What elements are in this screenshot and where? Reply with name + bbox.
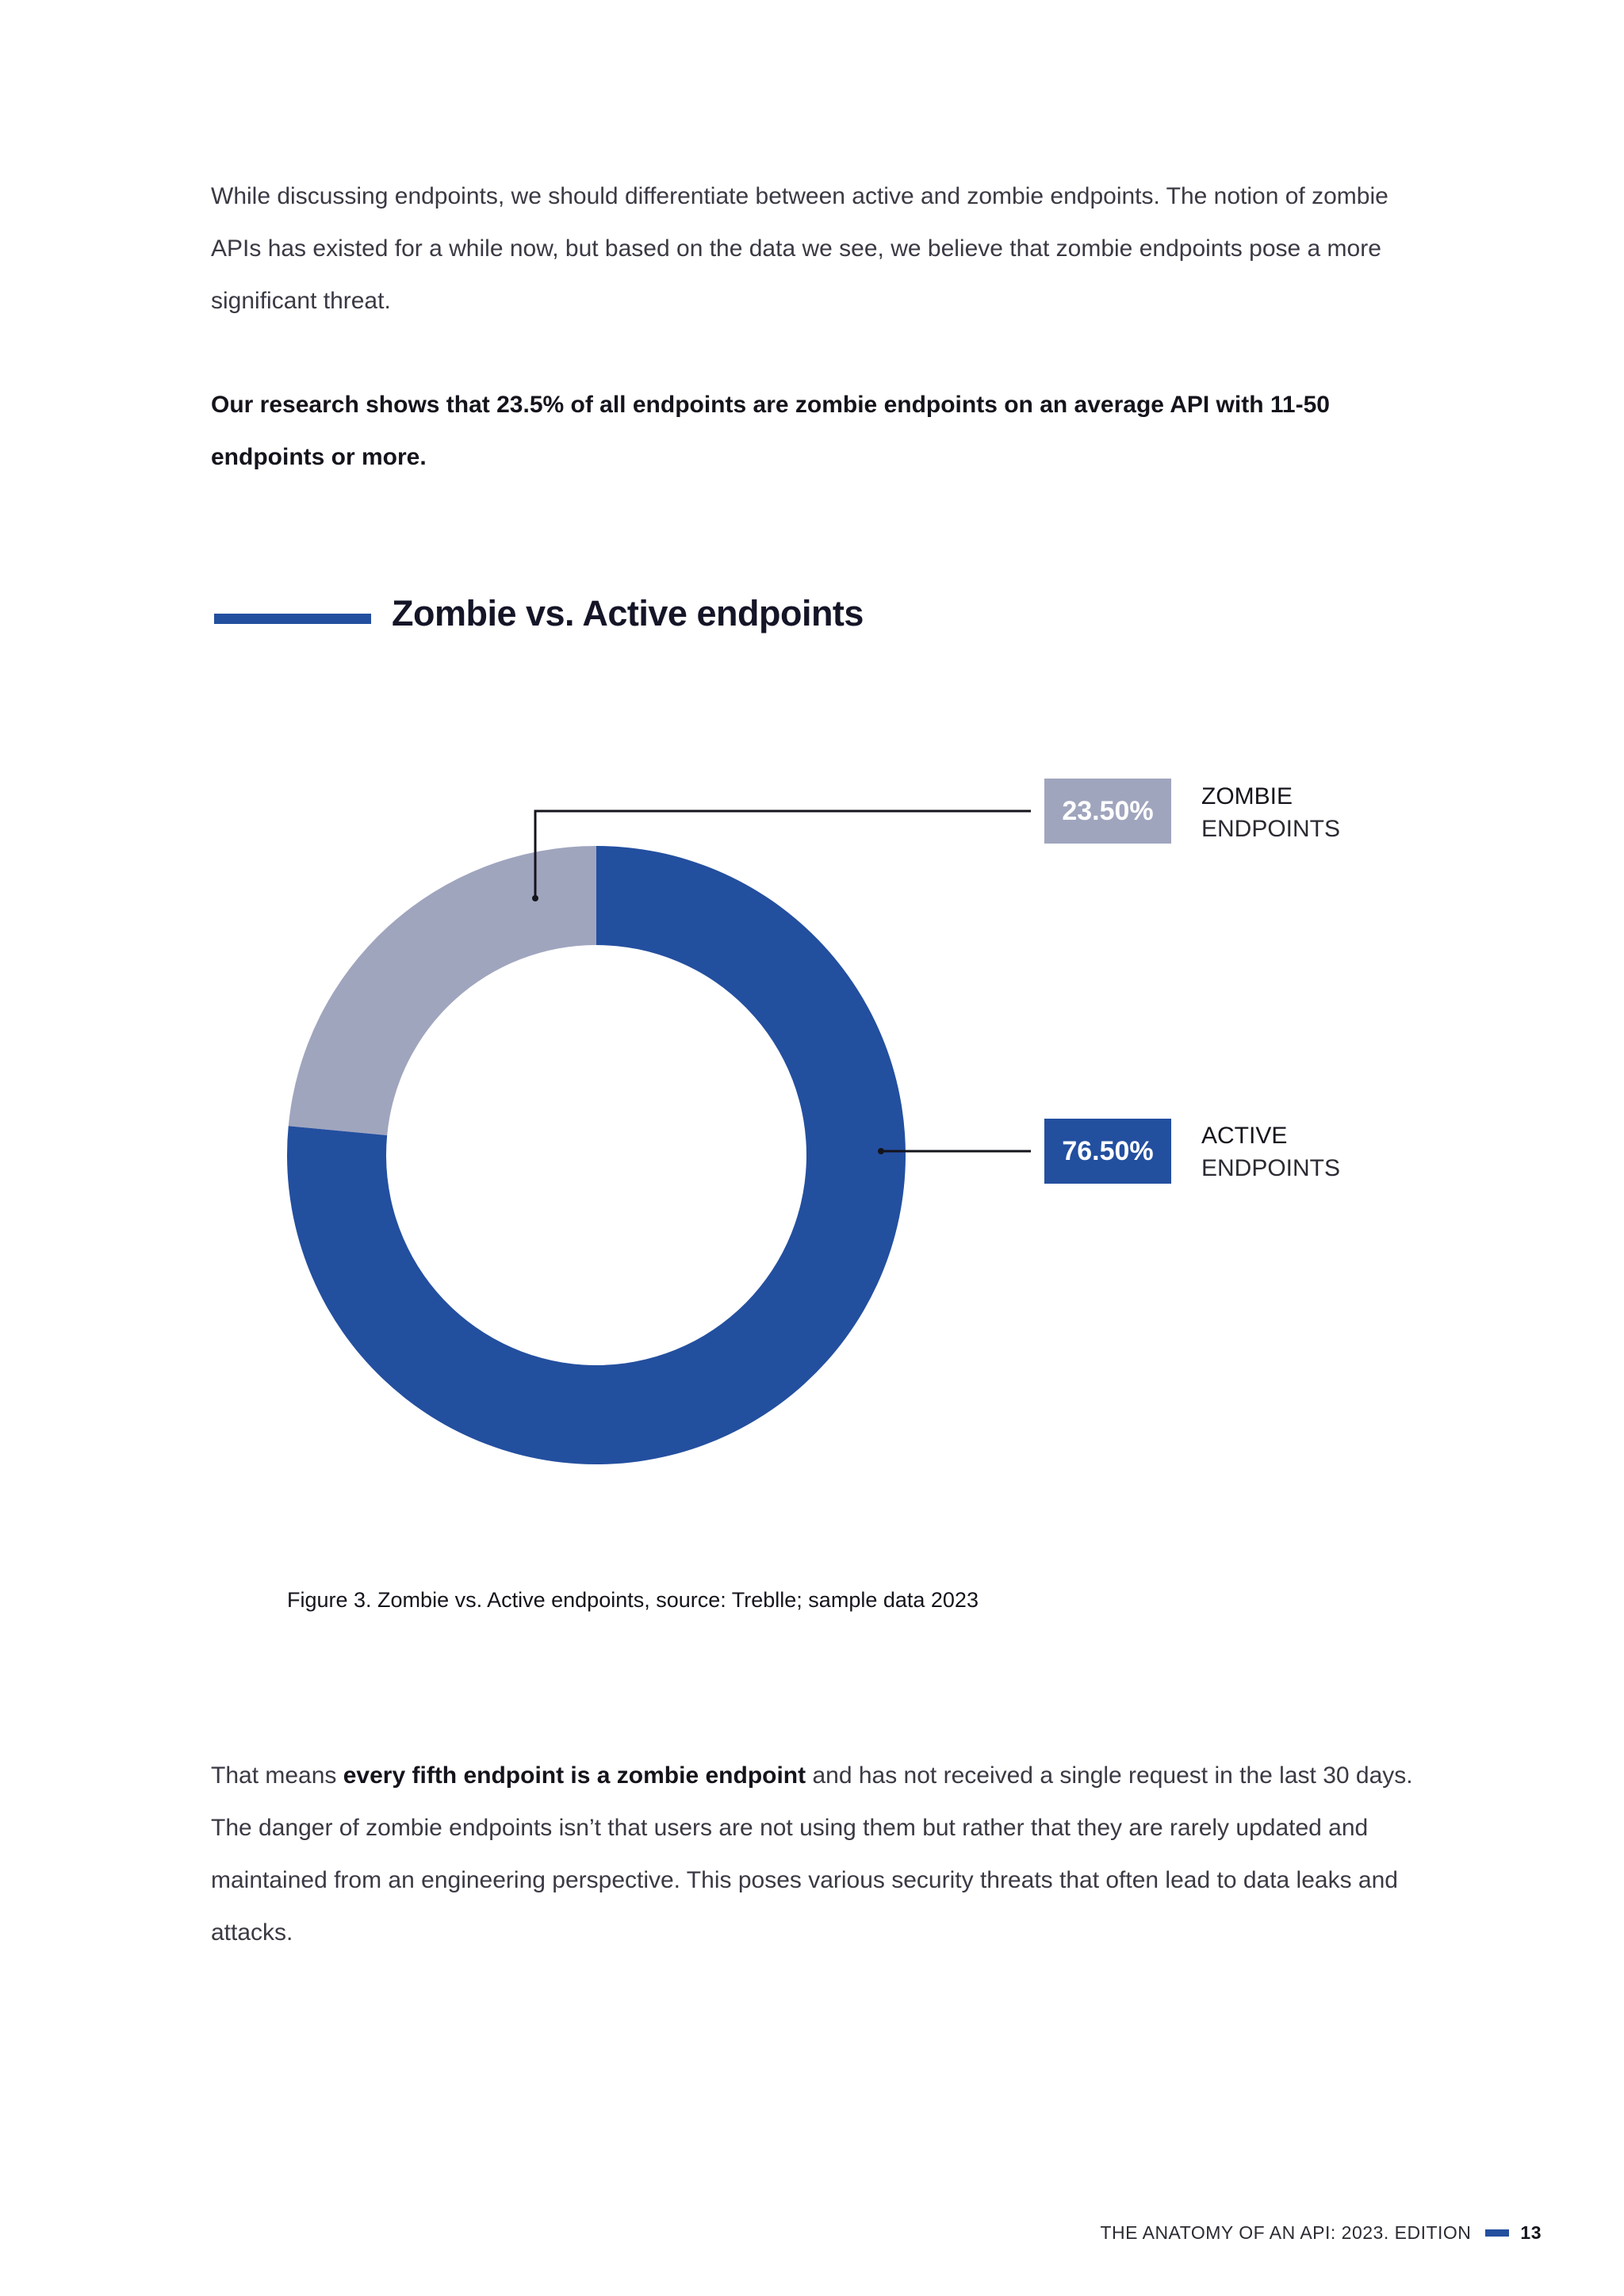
zombie-legend-line2: ENDPOINTS [1201, 816, 1341, 842]
conclusion-rest: and has not received a single request in the last 30 days. The danger of zombie endpoints isn’t that users are not using them but rather that they are rarely updated and maintained from an engineering perspective. This poses various security threats that often lead to data leaks and attacks. [211, 1762, 1413, 1946]
conclusion-paragraph [211, 1750, 1416, 1959]
zombie-legend-text [1201, 780, 1340, 845]
footer-accent-bar [1485, 2229, 1509, 2237]
research-paragraph: Our research shows that 23.5% of all endpoints are zombie endpoints on an average API with 11-50 endpoints or more. [211, 392, 1330, 470]
leader-dot-zombie [532, 895, 538, 901]
active-legend-line1: ACTIVE [1201, 1123, 1288, 1149]
active-legend-text [1201, 1119, 1340, 1184]
conclusion-highlight: every fifth endpoint is a zombie endpoint [343, 1762, 806, 1789]
zombie-value-label: 23.50% [1044, 779, 1171, 844]
conclusion-lead: That means [211, 1762, 343, 1789]
slice-zombie [289, 846, 596, 1135]
figure-caption: Figure 3. Zombie vs. Active endpoints, source: Treblle; sample data 2023 [287, 1588, 979, 1612]
footer-title: THE ANATOMY OF AN API: 2023. EDITION [1100, 2222, 1472, 2243]
page-number: 13 [1520, 2222, 1542, 2243]
active-value-label: 76.50% [1044, 1119, 1171, 1184]
active-legend-line2: ENDPOINTS [1201, 1155, 1341, 1181]
zombie-legend-line1: ZOMBIE [1201, 783, 1293, 809]
page-footer [1100, 2222, 1542, 2244]
intro-paragraph: While discussing endpoints, we should differentiate between active and zombie endpoints. The notion of zombie APIs has existed for a while now, but based on the data we see, we believe that zombie endpoints pose a more significant threat. [211, 183, 1388, 314]
chart-title: Zombie vs. Active endpoints [392, 593, 864, 633]
leader-dot-active [878, 1148, 884, 1154]
